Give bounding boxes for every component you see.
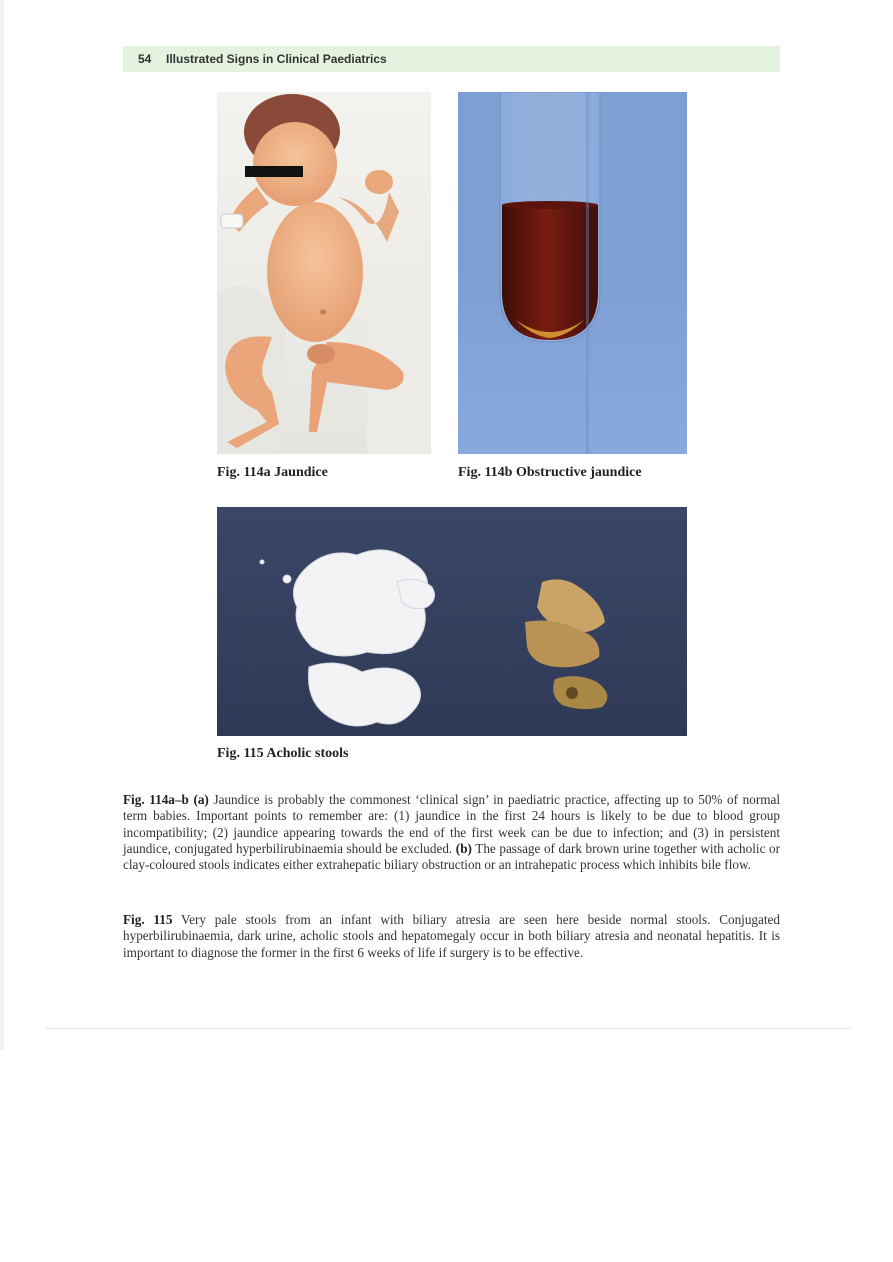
paragraph-fig-114-description <box>123 792 780 873</box>
book-title: Illustrated Signs in Clinical Paediatrics <box>166 52 387 66</box>
page-edge-left <box>0 0 4 1050</box>
photo-acholic-stools <box>217 507 687 736</box>
caption-fig-115: Fig. 115 Acholic stools <box>217 746 349 761</box>
photo-jaundiced-infant <box>217 92 431 454</box>
caption-fig-114b: Fig. 114b Obstructive jaundice <box>458 465 642 480</box>
test-tube-illustration <box>458 92 687 454</box>
page-edge-bottom <box>45 1028 850 1029</box>
part-b-label: (b) <box>455 840 472 856</box>
fig-115-text: Very pale stools from an infant with biliary atresia are seen here beside normal stools. Conjugated hyperbilirubinaemia, dark urine, acholic stools and hepatomegaly occur in both biliary atresia and neonatal hepatitis. It is important to diagnose the former in the first 6 weeks of life if surgery is to be effective. <box>123 912 780 960</box>
infant-illustration <box>217 92 431 454</box>
running-header <box>123 46 780 72</box>
part-b-text: The passage of dark brown urine together with acholic or clay-coloured stools indicates either extrahepatic biliary obstruction or an intrahepatic process which inhibits bile flow. <box>123 840 780 873</box>
paragraph-label-fig-114: Fig. 114a–b <box>123 792 189 807</box>
paragraph-fig-115-description <box>123 912 780 961</box>
pale-stools <box>260 550 435 726</box>
stools-illustration <box>217 507 687 736</box>
part-a-label: (a) <box>193 792 209 807</box>
part-a-text: Jaundice is probably the commonest ‘clinical sign’ in paediatric practice, affecting up to 50% of normal term babies. Important points to remember are: (1) jaundice in the first 24 hours is likely to be due to blood group incompatibility; (2) jaundice appearing towards the end of the first week can be due to infection; and (3) in persistent jaundice, conjugated hyperbilirubinaemia should be excluded. <box>123 792 780 856</box>
page-number: 54 <box>138 52 152 66</box>
photo-urine-test-tube <box>458 92 687 454</box>
normal-stools <box>525 579 607 709</box>
caption-fig-114a: Fig. 114a Jaundice <box>217 465 328 480</box>
paragraph-label-fig-115: Fig. 115 <box>123 912 173 927</box>
